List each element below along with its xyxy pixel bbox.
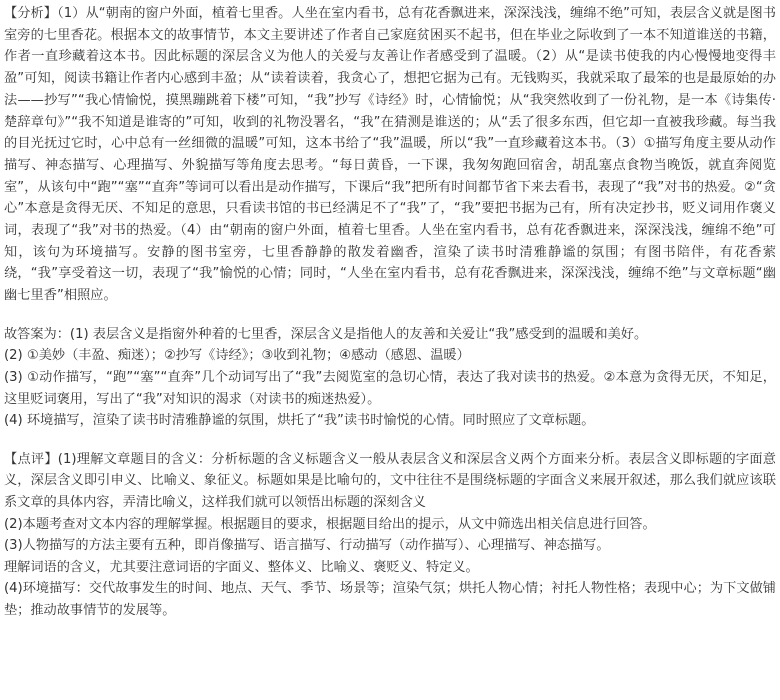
analysis-paragraph: 【分析】（1）从“朝南的窗户外面，植着七里香。人坐在室内看书，总有花香飘进来，深深浅浅，缠绵不绝”可知，表层含义就是图书室旁的七里香花。根据本文的故事情节，本文主要讲述了作者自己家庭贫困买不起书，但在毕业之际收到了一本不知道谁送的书籍，作者一直珍藏着这本书。因此标题的深层含义为他人的关爱与友善让作者感受到了温暖。（2）从“是读书使我的内心慢慢地变得丰盈”可知，阅读书籍让作者内心感到丰盈；从“读着读着，我贪心了，想把它据为己有。无钱购买，我就采取了最笨的也是最原始的办法——抄写”“我心情愉悦，摸黑蹦跳着下楼”可知，“我”抄写《诗经》时，心情愉悦；从“我突然收到了一份礼物，是一本《诗集传·楚辞章句》”“我不知道是谁寄的”可知，收到的礼物没署名，“我”在猜测是谁送的；从“丢了很多东西，但它却一直被我珍藏。每当我的目光抚过它时，心中总有一丝细微的温暖”可知，这本书给了“我”温暖，所以“我”一直珍藏着这本书。（3）①描写角度主要从动作描写、神态描写、心理描写、外貌描写等角度去思考。“每日黄昏，一下课，我匆匆跑回宿舍，胡乱塞点食物当晚饭，就直奔阅览室”，从该句中“跑”“塞”“直奔”等词可以看出是动作描写，下课后“我”把所有时间都节省下来去看书，表现了“我”对书的热爱。②“贪心”本意是贪得无厌、不知足的意思，只看读书馆的书已经满足不了“我”了，“我”要把书据为己有，所有决定抄书，贬义词用作褒义词，表现了“我”对书的热爱。（4）由“朝南的窗户外面，植着七里香。人坐在室内看书，总有花香飘进来，深深浅浅，缠绵不绝”可知，该句为环境描写。安静的图书室旁，七里香静静的散发着幽香，渲染了读书时清雅静谧的氛围；有图书陪伴，有花香萦绕，“我”享受着这一切，表现了“我”愉悦的心情；同时，“人坐在室内看书，总有花香飘进来，深深浅浅，缠绵不绝”与文章标题“幽幽七里香”相照应。 [4, 6, 776, 304]
spacer [4, 432, 776, 449]
answer-line-1: 故答案为：(1) 表层含义是指窗外种着的七里香，深层含义是指他人的友善和关爱让“我”感受到的温暖和美好。 [4, 326, 648, 342]
answer-line-3: (3) ①动作描写，“跑”“塞”“直奔”几个动词写出了“我”去阅览室的急切心情，表达了我对读书的热爱。②本意为贪得无厌，不知足，这里贬词褒用，写出了“我”对知识的渴求（对读书的痴迷热爱）。 [4, 370, 776, 407]
review-line-4: 理解词语的含义，尤其要注意词语的字面义、整体义、比喻义、褒贬义、特定义。 [4, 559, 479, 575]
review-line-5: (4)环境描写：交代故事发生的时间、地点、天气、季节、场景等；渲染气氛；烘托人物心情；衬托人物性格；表现中心；为下文做铺垫；推动故事情节的发展等。 [4, 581, 776, 618]
spacer [4, 307, 776, 324]
answer-block [4, 324, 776, 432]
review-line-3: (3)人物描写的方法主要有五种，即肖像描写、语言描写、行动描写（动作描写）、心理描写、神态描写。 [4, 538, 610, 554]
review-line-2: (2)本题考查对文本内容的理解掌握。根据题目的要求，根据题目给出的提示，从文中筛选出相关信息进行回答。 [4, 516, 656, 532]
review-line-1: 【点评】(1)理解文章题目的含义：分析标题的含义标题含义一般从表层含义和深层含义两个方面来分析。表层含义即标题的字面意义，深层含义即引申义、比喻义、象征义。标题如果是比喻句的，文中往往不是围绕标题的字面含义来展开叙述，那么我们就应该联系文章的具体内容，弄清比喻义，这样我们就可以领悟出标题的深刻含义 [4, 451, 776, 510]
answer-line-2: (2) ①美妙（丰盈、痴迷）；②抄写《诗经》；③收到礼物；④感动（感恩、温暖） [4, 348, 470, 364]
answer-line-4: (4) 环境描写，渲染了读书时清雅静谧的氛围，烘托了“我”读书时愉悦的心情。同时照应了文章标题。 [4, 413, 595, 429]
review-block [4, 449, 776, 622]
